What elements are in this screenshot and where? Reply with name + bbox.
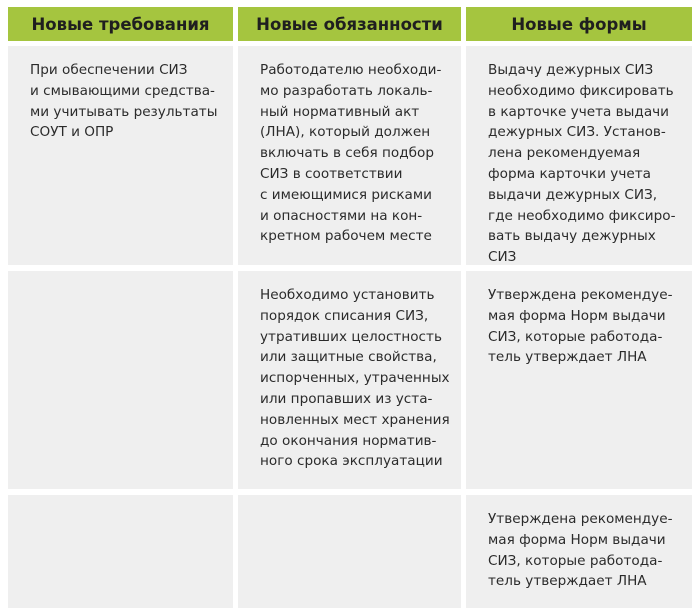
cell-row3-requirements <box>8 495 233 608</box>
text-line: мая форма Норм выдачи <box>488 307 666 324</box>
text-line: выдачи дежурных СИЗ, <box>488 186 658 203</box>
text-line: Утверждена рекомендуе- <box>488 287 673 303</box>
text-line: новленных мест хранения <box>260 411 450 428</box>
text-line: мая форма Норм выдачи <box>488 531 666 548</box>
header-new-forms: Новые формы <box>466 7 692 41</box>
text-line: включать в себя подбор <box>260 145 434 162</box>
text-line: или защитные свойства, <box>260 349 437 366</box>
cell-row1-forms <box>466 46 692 265</box>
text-line: Выдачу дежурных СИЗ <box>488 62 654 78</box>
text-line: Работодателю необходи- <box>260 62 442 78</box>
text-line: с имеющимися рисками <box>260 186 432 203</box>
header-new-requirements: Новые требования <box>8 7 233 41</box>
text-line: ми учитывать результаты <box>30 103 218 120</box>
text-line: СИЗ <box>488 249 517 266</box>
text-line: тель утверждает ЛНА <box>488 349 647 366</box>
text-line: и опасностями на кон- <box>260 207 423 224</box>
text-line: до окончания норматив- <box>260 432 437 449</box>
text-line: Необходимо установить <box>260 287 435 303</box>
text-line: кретном рабочем месте <box>260 228 432 245</box>
text-line: лена рекомендуемая <box>488 145 641 162</box>
text-line: (ЛНА), который должен <box>260 124 431 141</box>
text-line: вать выдачу дежурных <box>488 228 656 245</box>
text-line: утративших целостность <box>260 328 442 345</box>
text-line: необходимо фиксировать <box>488 82 674 99</box>
text-line: где необходимо фиксиро- <box>488 207 676 224</box>
text-line: и смывающими средства- <box>30 82 215 99</box>
cell-row1-requirements <box>8 46 233 265</box>
text-line: При обеспечении СИЗ <box>30 62 188 78</box>
text-line: ный нормативный акт <box>260 103 420 120</box>
header-new-duties: Новые обязанности <box>238 7 461 41</box>
text-line: в карточке учета выдачи <box>488 103 670 120</box>
cell-row1-duties <box>238 46 461 265</box>
text-line: тель утверждает ЛНА <box>488 573 647 590</box>
text-line: порядок списания СИЗ, <box>260 307 429 324</box>
text-line: или пропавших из уста- <box>260 390 433 407</box>
text-line: СИЗ в соответствии <box>260 165 403 182</box>
text-line: ного срока эксплуатации <box>260 453 443 470</box>
text-line: Утверждена рекомендуе- <box>488 511 673 527</box>
text-line: СОУТ и ОПР <box>30 124 114 141</box>
cell-row2-requirements <box>8 271 233 489</box>
text-line: испорченных, утраченных <box>260 370 450 387</box>
cell-row3-forms <box>466 495 692 608</box>
text-line: СИЗ, которые работода- <box>488 328 663 345</box>
text-line: дежурных СИЗ. Установ- <box>488 124 666 141</box>
cell-row3-duties <box>238 495 461 608</box>
text-line: мо разработать локаль- <box>260 82 433 99</box>
text-line: СИЗ, которые работода- <box>488 552 663 569</box>
text-line: форма карточки учета <box>488 165 651 182</box>
cell-row2-duties <box>238 271 461 489</box>
cell-row2-forms <box>466 271 692 489</box>
